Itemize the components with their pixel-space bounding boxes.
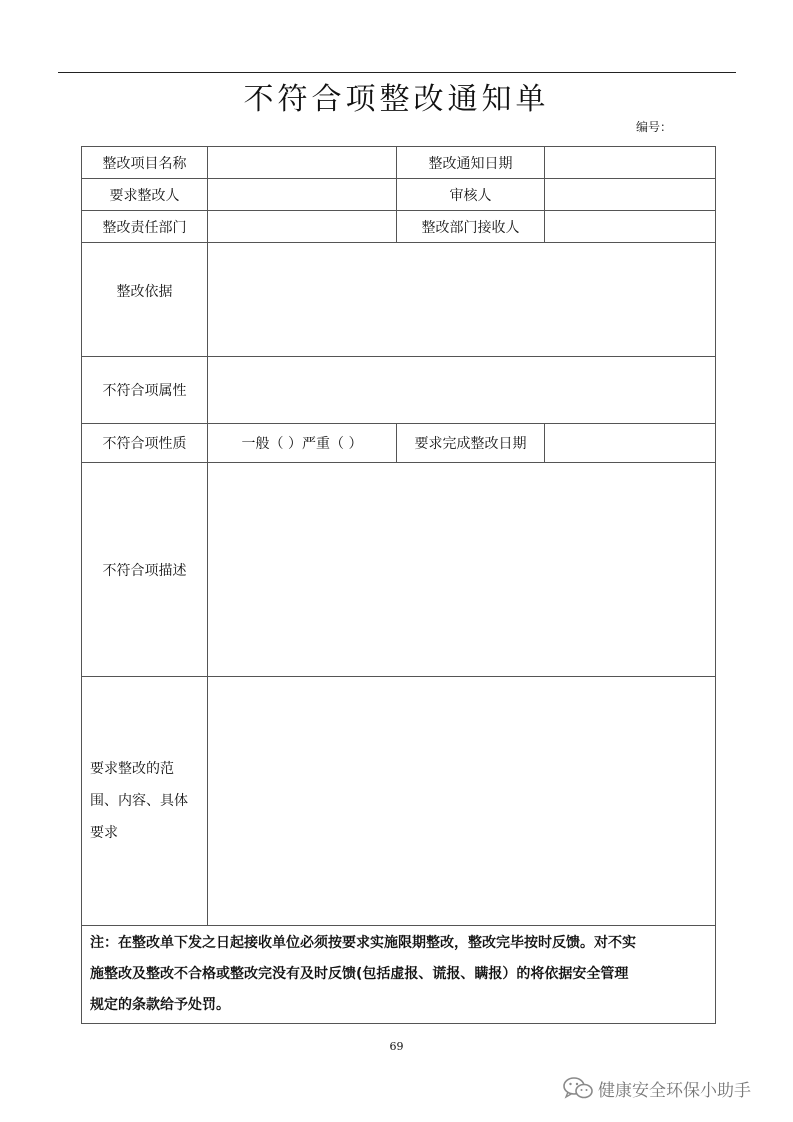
form-row (82, 926, 716, 1024)
form-row (82, 424, 716, 463)
description-label: 不符合项描述 (82, 463, 208, 677)
attribute-label: 不符合项属性 (82, 357, 208, 424)
responsible-dept-field[interactable] (208, 211, 397, 243)
requester-label: 要求整改人 (82, 179, 208, 211)
reviewer-field[interactable] (545, 179, 716, 211)
number-label: 编号： (636, 120, 673, 134)
note-line2: 施整改及整改不合格或整改完没有及时反馈(包括虚报、谎报、瞒报）的将依据安全管理 (90, 966, 629, 982)
form-row (82, 243, 716, 357)
basis-field[interactable] (208, 243, 716, 357)
page-title: 不符合项整改通知单 (243, 82, 550, 117)
form-row (82, 463, 716, 677)
scope-label-line3: 要求 (90, 825, 118, 841)
notice-date-field[interactable] (545, 147, 716, 179)
notice-form-table (81, 146, 716, 1024)
scope-label (82, 677, 208, 926)
project-name-field[interactable] (208, 147, 397, 179)
scope-label-line1: 要求整改的范 (90, 761, 174, 777)
notice-date-label: 整改通知日期 (397, 147, 545, 179)
due-date-field[interactable] (545, 424, 716, 463)
requester-field[interactable] (208, 179, 397, 211)
penalty-note (82, 926, 716, 1024)
top-rule (58, 72, 736, 73)
responsible-dept-label: 整改责任部门 (82, 211, 208, 243)
basis-label: 整改依据 (82, 243, 208, 357)
note-line3: 规定的条款给予处罚。 (90, 997, 230, 1013)
reviewer-label: 审核人 (397, 179, 545, 211)
description-field[interactable] (208, 463, 716, 677)
scope-label-line2: 围、内容、具体 (90, 793, 188, 809)
form-row (82, 357, 716, 424)
note-line1: 注：在整改单下发之日起接收单位必须按要求实施限期整改，整改完毕按时反馈。对不实 (90, 935, 636, 951)
page-number: 69 (389, 1040, 404, 1053)
wechat-icon (562, 1076, 594, 1100)
receiver-label: 整改部门接收人 (397, 211, 545, 243)
receiver-field[interactable] (545, 211, 716, 243)
watermark-text: 健康安全环保小助手 (598, 1080, 751, 1101)
nature-options[interactable]: 一般（ ）严重（ ） (208, 424, 397, 463)
form-row (82, 211, 716, 243)
project-name-label: 整改项目名称 (82, 147, 208, 179)
form-row (82, 179, 716, 211)
form-row (82, 677, 716, 926)
attribute-field[interactable] (208, 357, 716, 424)
nature-label: 不符合项性质 (82, 424, 208, 463)
due-date-label: 要求完成整改日期 (397, 424, 545, 463)
scope-field[interactable] (208, 677, 716, 926)
watermark (562, 1071, 751, 1105)
form-row (82, 147, 716, 179)
